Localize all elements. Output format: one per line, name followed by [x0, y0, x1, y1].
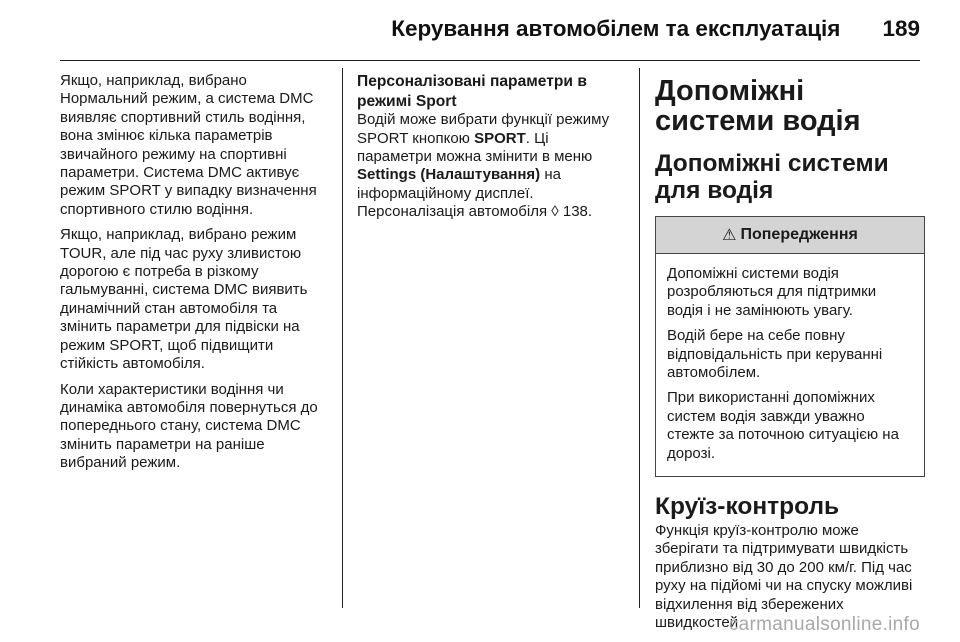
driver-assistance-subheading: Допоміжні системи для водія — [655, 150, 889, 204]
cruise-control-text: Функція круїз-контролю може зберігати та підтримувати швидкість приблизно від 30 до 200 км/г. Під час руху на підйомі чи на спуску можливі відхилення від збережених швидкостей. — [655, 522, 913, 632]
warning-body — [656, 254, 924, 476]
paragraph-tour-mode: Якщо, наприклад, вибрано режим TOUR, але під час руху зливистою дорогою є потреба в різкому гальмуванні, система DMC виявить динамічний стан автомобіля та змінить параметри для підвіски на режим SPORT, щоб підвищити стійкість автомобіля. — [60, 226, 308, 373]
warning-paragraph-1: Допоміжні системи водія розробляються для підтримки водія і не замінюють увагу. — [667, 265, 877, 319]
column-middle — [357, 72, 627, 229]
column-divider-1 — [342, 68, 343, 608]
personalization-ref-text: Персоналізація автомобіля — [357, 203, 552, 221]
warning-icon: ⚠ — [722, 227, 737, 244]
warning-header — [656, 217, 924, 254]
page-header — [60, 16, 920, 48]
watermark: carmanualsonline.info — [728, 614, 920, 635]
paragraph-restore-mode: Коли характеристики водіння чи динаміка автомобіля повернуться до попереднього стану, система DMC змінить параметри на раніше вибраний режим. — [60, 380, 318, 472]
sport-button-label: SPORT — [474, 129, 526, 147]
header-divider — [60, 60, 920, 61]
page-number: 189 — [882, 16, 920, 41]
cruise-control-heading: Круїз-контроль — [655, 493, 840, 521]
sport-settings-text — [357, 111, 627, 221]
column-left — [60, 72, 332, 480]
sport-text-3: на інформаційному дисплеї. — [357, 166, 561, 202]
sport-settings-heading: Персоналізовані параметри в режимі Sport — [357, 73, 587, 110]
header-title: Керування автомобілем та експлуатація — [391, 16, 841, 41]
paragraph-normal-mode: Якщо, наприклад, вибрано Нормальний режим, а система DMC виявляє спортивний стиль водіння, вона змінює кілька параметрів звичайного режиму на спортивні параметри. Система DMC активує режим SPORT у випадку визначення спортивного стилю водіння. — [60, 72, 317, 218]
warning-paragraph-3: При використанні допоміжних систем водія завжди уважно стежте за поточною ситуацією на дорозі. — [667, 389, 899, 462]
warning-title: Попередження — [740, 226, 858, 243]
column-right — [655, 72, 925, 640]
warning-box — [655, 216, 925, 477]
sport-text-1: Водій може вибрати функції режиму SPORT кнопкою — [357, 111, 610, 147]
page-reference-icon: ◊ — [551, 203, 559, 221]
settings-menu-label: Settings (Налаштування) — [357, 166, 541, 184]
warning-paragraph-2: Водій бере на себе повну відповідальність при керуванні автомобілем. — [667, 327, 883, 382]
sport-text-2: . Ці параметри можна змінити в меню — [357, 129, 593, 165]
column-divider-2 — [639, 68, 640, 608]
personalization-ref-page: 138. — [558, 203, 593, 221]
driver-assistance-heading: Допоміжні системи водія — [655, 75, 861, 137]
